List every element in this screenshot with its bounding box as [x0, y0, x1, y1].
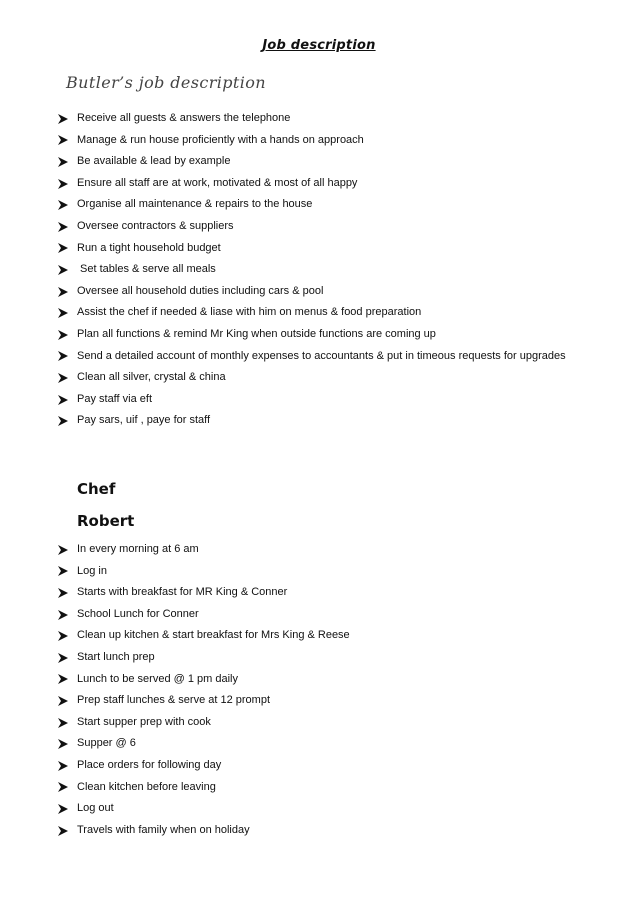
- arrowhead-bullet-icon: [57, 587, 77, 599]
- list-item-text: Lunch to be served @ 1 pm daily: [77, 672, 238, 685]
- arrowhead-bullet-icon: [57, 113, 77, 125]
- arrowhead-bullet-icon: [57, 544, 77, 556]
- list-item: [57, 346, 566, 368]
- list-item-text: Clean kitchen before leaving: [77, 780, 216, 793]
- butler-section-heading: Butler’s job description: [66, 73, 267, 92]
- arrowhead-bullet-icon: [57, 286, 77, 298]
- arrowhead-bullet-icon: [57, 156, 77, 168]
- list-item-text: Log in: [77, 564, 107, 577]
- list-item-text: Clean all silver, crystal & china: [77, 371, 226, 384]
- list-item: [57, 582, 350, 604]
- list-item: [57, 820, 350, 842]
- list-item-text: Be available & lead by example: [77, 155, 231, 168]
- list-item-text: Receive all guests & answers the telephone: [77, 112, 291, 124]
- list-item: [57, 367, 566, 389]
- list-item-text: Pay staff via eft: [77, 392, 153, 405]
- list-item: [57, 302, 566, 324]
- list-item-text: Send a detailed account of monthly expenses to accountants & put in timeous requests for upgrades: [77, 349, 566, 362]
- list-item-text: Assist the chef if needed & liase with him on menus & food preparation: [77, 306, 422, 319]
- list-item-text: Set tables & serve all meals: [77, 263, 216, 276]
- list-item: [57, 798, 350, 820]
- list-item: [57, 733, 350, 755]
- list-item-text: Travels with family when on holiday: [77, 823, 250, 836]
- list-item-text: Starts with breakfast for MR King & Conner: [77, 586, 288, 599]
- butler-duties-list: [57, 108, 566, 432]
- list-item-text: Pay sars, uif , paye for staff: [77, 414, 211, 427]
- list-item: [57, 259, 566, 281]
- arrowhead-bullet-icon: [57, 264, 77, 276]
- list-item-text: Plan all functions & remind Mr King when outside functions are coming up: [77, 327, 436, 340]
- arrowhead-bullet-icon: [57, 178, 77, 190]
- list-item-text: Run a tight household budget: [77, 241, 221, 254]
- arrowhead-bullet-icon: [57, 329, 77, 341]
- list-item: [57, 690, 350, 712]
- arrowhead-bullet-icon: [57, 199, 77, 211]
- arrowhead-bullet-icon: [57, 717, 77, 729]
- list-item: [57, 173, 566, 195]
- arrowhead-bullet-icon: [57, 134, 77, 146]
- arrowhead-bullet-icon: [57, 803, 77, 815]
- list-item: [57, 410, 566, 432]
- list-item-text: Manage & run house proficiently with a hands on approach: [77, 133, 364, 146]
- list-item: [57, 647, 350, 669]
- arrowhead-bullet-icon: [57, 738, 77, 750]
- arrowhead-bullet-icon: [57, 673, 77, 685]
- list-item: [57, 324, 566, 346]
- list-item-text: Supper @ 6: [77, 737, 136, 750]
- list-item-text: Prep staff lunches & serve at 12 prompt: [77, 694, 271, 707]
- arrowhead-bullet-icon: [57, 307, 77, 319]
- list-item-text: Ensure all staff are at work, motivated & most of all happy: [77, 176, 358, 189]
- chef-duties-list: [57, 539, 350, 841]
- arrowhead-bullet-icon: [57, 652, 77, 664]
- list-item-text: Clean up kitchen & start breakfast for Mrs King & Reese: [77, 629, 350, 642]
- list-item: [57, 151, 566, 173]
- list-item-text: Organise all maintenance & repairs to the house: [77, 198, 313, 211]
- list-item: [57, 281, 566, 303]
- arrowhead-bullet-icon: [57, 372, 77, 384]
- list-item: [57, 238, 566, 260]
- list-item: [57, 561, 350, 583]
- list-item-text: Place orders for following day: [77, 758, 222, 771]
- list-item: [57, 194, 566, 216]
- list-item: [57, 389, 566, 411]
- document-title: Job description: [262, 38, 376, 53]
- arrowhead-bullet-icon: [57, 781, 77, 793]
- list-item: [57, 777, 350, 799]
- chef-heading: Chef: [77, 480, 116, 498]
- arrowhead-bullet-icon: [57, 695, 77, 707]
- arrowhead-bullet-icon: [57, 630, 77, 642]
- list-item: [57, 712, 350, 734]
- list-item: [57, 604, 350, 626]
- list-item: [57, 130, 566, 152]
- arrowhead-bullet-icon: [57, 825, 77, 837]
- list-item: [57, 539, 350, 561]
- arrowhead-bullet-icon: [57, 609, 77, 621]
- list-item-text: In every morning at 6 am: [77, 543, 199, 555]
- arrowhead-bullet-icon: [57, 760, 77, 772]
- list-item-text: Log out: [77, 802, 114, 815]
- arrowhead-bullet-icon: [57, 221, 77, 233]
- arrowhead-bullet-icon: [57, 242, 77, 254]
- list-item: [57, 108, 566, 130]
- list-item: [57, 669, 350, 691]
- list-item: [57, 755, 350, 777]
- arrowhead-bullet-icon: [57, 415, 77, 427]
- list-item: [57, 625, 350, 647]
- arrowhead-bullet-icon: [57, 350, 77, 362]
- chef-name-heading: Robert: [77, 512, 135, 530]
- list-item-text: Oversee contractors & suppliers: [77, 219, 234, 232]
- list-item-text: School Lunch for Conner: [77, 607, 199, 620]
- list-item: [57, 216, 566, 238]
- list-item-text: Start lunch prep: [77, 650, 155, 663]
- list-item-text: Start supper prep with cook: [77, 715, 211, 728]
- list-item-text: Oversee all household duties including cars & pool: [77, 284, 324, 297]
- arrowhead-bullet-icon: [57, 565, 77, 577]
- arrowhead-bullet-icon: [57, 394, 77, 406]
